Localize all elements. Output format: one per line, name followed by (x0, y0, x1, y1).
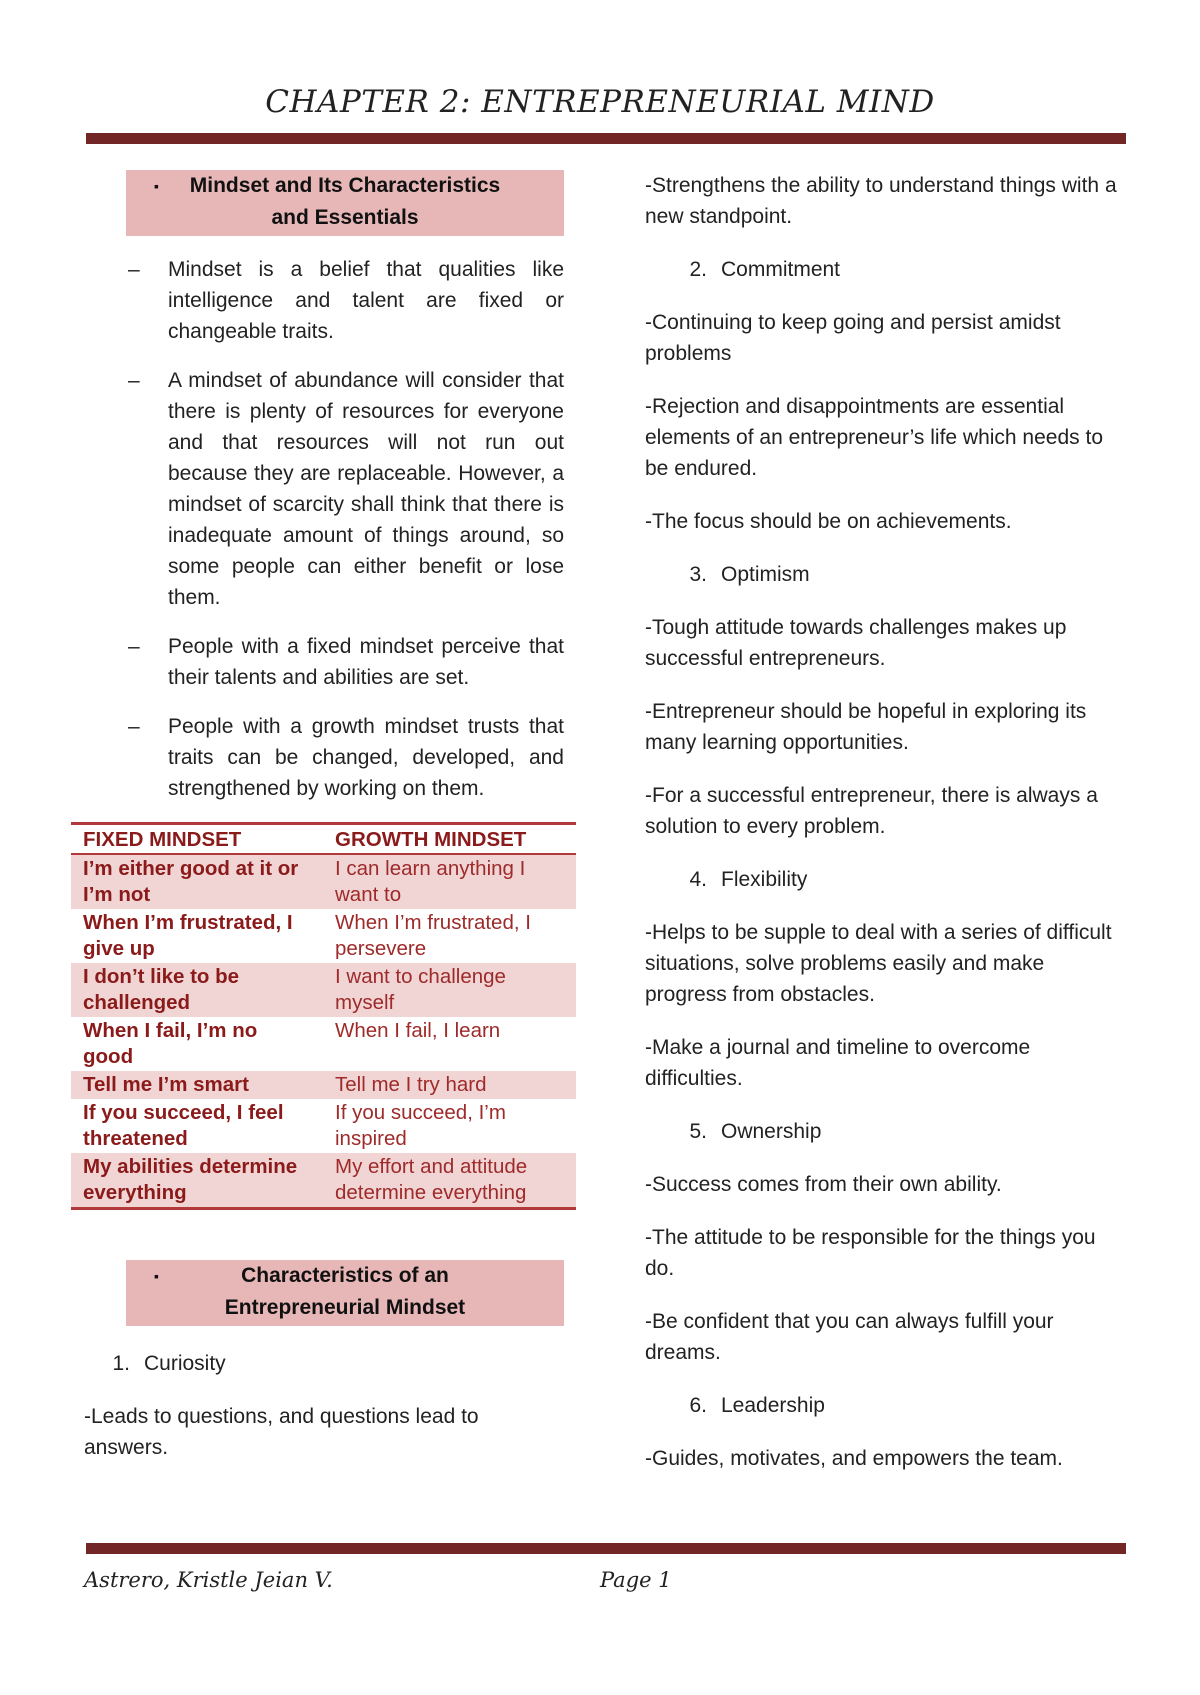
header-rule (86, 133, 1126, 144)
item-label: Curiosity (144, 1352, 226, 1375)
item-number: 4. (689, 868, 707, 891)
left-column (84, 170, 574, 1463)
numbered-item-leadership (645, 1390, 1130, 1421)
fixed-cell: Tell me I’m smart (71, 1071, 323, 1099)
item-label: Leadership (721, 1394, 825, 1417)
mindset-comparison-table (71, 822, 576, 1210)
numbered-item-ownership (645, 1116, 1130, 1147)
item-number: 1. (112, 1352, 130, 1375)
item-label: Commitment (721, 258, 841, 281)
table-row (71, 1017, 576, 1071)
table-row (71, 909, 576, 963)
list-item-text: A mindset of abundance will consider that there is plenty of resources for everyone and that resources will not run out because they are replaceable. However, a mindset of scarcity shall think that there is inadequate amount of things around, so some people can either benefit or lose them. (168, 369, 564, 609)
growth-cell: If you succeed, I’m inspired (335, 1101, 506, 1150)
fixed-cell: When I’m frustrated, I give up (83, 911, 293, 960)
list-item (84, 365, 564, 613)
fixed-cell: My abilities determine everything (71, 1153, 323, 1209)
item-label: Flexibility (721, 868, 808, 891)
section-heading-characteristics (126, 1260, 564, 1326)
paragraph: -Strengthens the ability to understand things with a new standpoint. (645, 174, 1117, 228)
paragraph: -Leads to questions, and questions lead to answers. (84, 1405, 479, 1459)
list-item-text: People with a growth mindset trusts that traits can be changed, developed, and strengthened by working on them. (168, 715, 564, 800)
paragraph: -For a successful entrepreneur, there is always a solution to every problem. (645, 784, 1098, 838)
footer-page-number: Page 1 (600, 1568, 672, 1592)
paragraph: -Make a journal and timeline to overcome difficulties. (645, 1036, 1031, 1090)
table-header-row (71, 824, 576, 855)
growth-cell: When I’m frustrated, I persevere (335, 911, 531, 960)
paragraph: -Be confident that you can always fulfill your dreams. (645, 1310, 1054, 1364)
growth-cell: I can learn anything I want to (323, 854, 576, 909)
item-number: 6. (689, 1394, 707, 1417)
dash-bullet-icon: – (128, 258, 140, 281)
footer-rule (86, 1543, 1126, 1554)
column-header-growth: GROWTH MINDSET (323, 824, 576, 855)
footer-author: Astrero, Kristle Jeian V. (84, 1568, 333, 1592)
section-heading-line: Characteristics of an (241, 1264, 449, 1287)
numbered-item-commitment (645, 254, 1130, 285)
paragraph: -Guides, motivates, and empowers the team. (645, 1447, 1063, 1470)
list-item-text: People with a fixed mindset perceive that their talents and abilities are set. (168, 635, 564, 689)
paragraph: -Continuing to keep going and persist amidst problems (645, 311, 1061, 365)
paragraph: -Success comes from their own ability. (645, 1173, 1002, 1196)
page-title: CHAPTER 2: ENTREPRENEURIAL MIND (265, 84, 935, 120)
table-row (71, 1071, 576, 1099)
paragraph: -Helps to be supple to deal with a series of difficult situations, solve problems easily and make progress from obstacles. (645, 921, 1112, 1006)
item-number: 5. (689, 1120, 707, 1143)
paragraph: -The attitude to be responsible for the things you do. (645, 1226, 1096, 1280)
dash-bullet-icon: – (128, 369, 140, 392)
item-number: 2. (689, 258, 707, 281)
column-header-fixed: FIXED MINDSET (71, 824, 323, 855)
fixed-cell: If you succeed, I feel threatened (83, 1101, 284, 1150)
numbered-item-flexibility (645, 864, 1130, 895)
table-row (71, 854, 576, 909)
table-row (71, 963, 576, 1017)
paragraph: -Tough attitude towards challenges makes up successful entrepreneurs. (645, 616, 1067, 670)
list-item (84, 254, 564, 347)
section-heading-line: Entrepreneurial Mindset (224, 1296, 466, 1319)
growth-cell: Tell me I try hard (323, 1071, 576, 1099)
square-bullet-icon: ▪ (154, 1268, 159, 1284)
dash-bullet-icon: – (128, 635, 140, 658)
list-item-text: Mindset is a belief that qualities like intelligence and talent are fixed or changeable traits. (168, 258, 564, 343)
growth-cell: I want to challenge myself (323, 963, 576, 1017)
mindset-list (84, 254, 574, 804)
numbered-item-curiosity (84, 1348, 574, 1379)
list-item (84, 631, 564, 693)
list-item (84, 711, 564, 804)
right-column (645, 170, 1130, 1474)
fixed-cell: I’m either good at it or I’m not (71, 854, 323, 909)
fixed-cell: When I fail, I’m no good (83, 1019, 258, 1068)
section-heading-mindset (126, 170, 564, 236)
item-label: Optimism (721, 563, 810, 586)
square-bullet-icon: ▪ (154, 178, 159, 194)
paragraph: -Entrepreneur should be hopeful in exploring its many learning opportunities. (645, 700, 1087, 754)
section-heading-line: Mindset and Its Characteristics (189, 174, 501, 197)
item-label: Ownership (721, 1120, 822, 1143)
numbered-item-optimism (645, 559, 1130, 590)
table-row (71, 1099, 576, 1153)
table-row (71, 1153, 576, 1209)
dash-bullet-icon: – (128, 715, 140, 738)
section-heading-line: and Essentials (271, 206, 419, 229)
paragraph: -Rejection and disappointments are essential elements of an entrepreneur’s life which needs to be endured. (645, 395, 1104, 480)
growth-cell: When I fail, I learn (335, 1019, 501, 1042)
growth-cell: My effort and attitude determine everything (323, 1153, 576, 1209)
paragraph: -The focus should be on achievements. (645, 510, 1012, 533)
fixed-cell: I don’t like to be challenged (71, 963, 323, 1017)
item-number: 3. (689, 563, 707, 586)
